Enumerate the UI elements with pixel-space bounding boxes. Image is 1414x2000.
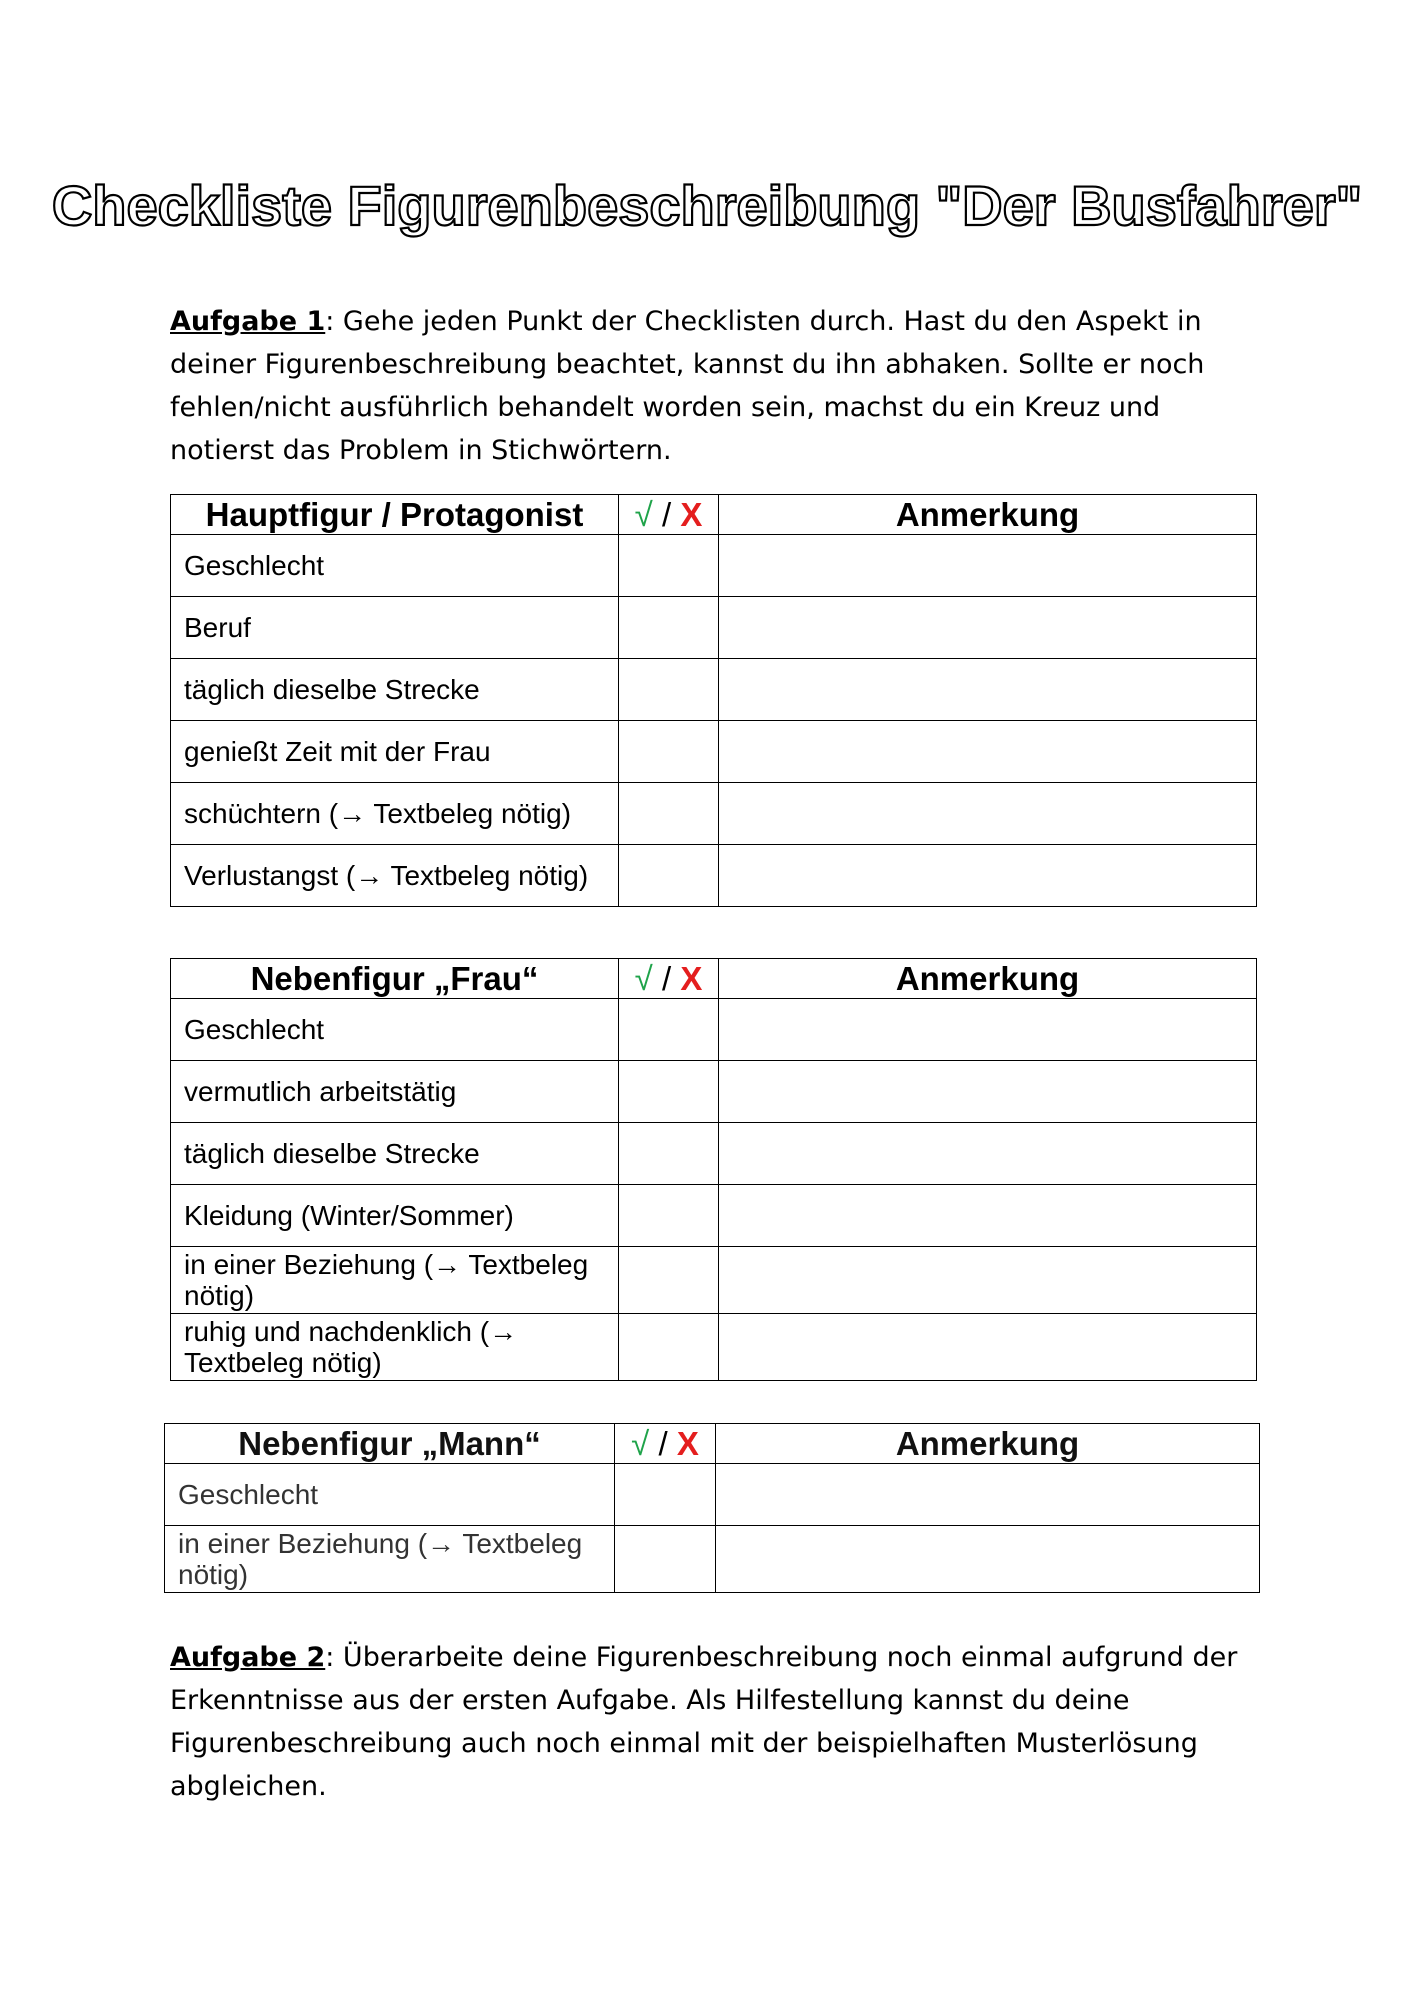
checklist-item-label: in einer Beziehung (→ Textbeleg nötig) [165,1526,615,1593]
column-header-note: Anmerkung [719,959,1257,999]
column-header-mark [619,959,719,999]
checklist-item-label: in einer Beziehung (→ Textbeleg nötig) [171,1247,619,1314]
checkmark-icon: √ [634,960,653,997]
mark-separator: / [649,1425,677,1462]
mark-cell[interactable] [619,1123,719,1185]
note-cell[interactable] [719,1123,1257,1185]
mark-cell[interactable] [619,597,719,659]
checklist-table-mann [164,1423,1260,1593]
checklist-item-label: ruhig und nachdenklich (→ Textbeleg nötig) [171,1314,619,1381]
mark-separator: / [652,960,681,997]
mark-cell[interactable] [615,1464,716,1526]
table-row [171,783,1257,845]
mark-cell[interactable] [619,1314,719,1381]
table-row [171,721,1257,783]
checklist-item-label: Geschlecht [165,1464,615,1526]
checklist-item-label: genießt Zeit mit der Frau [171,721,619,783]
checklist-item-label: täglich dieselbe Strecke [171,1123,619,1185]
checklist-table-frau [170,958,1257,1381]
column-header-mark [619,495,719,535]
table-header-row [171,495,1257,535]
task-2-instruction [170,1636,1250,1808]
note-cell[interactable] [719,1247,1257,1314]
checklist-item-label: Geschlecht [171,999,619,1061]
column-header-note: Anmerkung [716,1424,1260,1464]
checklist-item-label: schüchtern (→ Textbeleg nötig) [171,783,619,845]
page-title: Checkliste Figurenbeschreibung "Der Busfahrer" [51,174,1363,237]
table-row [171,535,1257,597]
note-cell[interactable] [719,845,1257,907]
checklist-item-label: vermutlich arbeitstätig [171,1061,619,1123]
mark-cell[interactable] [619,1247,719,1314]
table-row [165,1526,1260,1593]
checklist-item-label: täglich dieselbe Strecke [171,659,619,721]
column-header-mark [615,1424,716,1464]
checklist-item-label: Verlustangst (→ Textbeleg nötig) [171,845,619,907]
mark-cell[interactable] [619,721,719,783]
task-1-text: : Gehe jeden Punkt der Checklisten durch. Hast du den Aspekt in deiner Figurenbeschreibung beachtet, kannst du ihn abhaken. Sollte er noch fehlen/nicht ausführlich behandelt worden sein, machst du ein Kreuz und notierst das Problem in Stichwörtern. [170,306,1205,466]
task-1-instruction [170,300,1250,472]
mark-cell[interactable] [619,535,719,597]
table-row [171,1314,1257,1381]
mark-cell[interactable] [619,845,719,907]
table-row [171,659,1257,721]
note-cell[interactable] [716,1464,1260,1526]
table-header-row [171,959,1257,999]
checklist-item-label: Beruf [171,597,619,659]
table-row [171,1061,1257,1123]
cross-icon: X [680,496,703,533]
mark-cell[interactable] [619,783,719,845]
mark-cell[interactable] [619,999,719,1061]
note-cell[interactable] [719,659,1257,721]
note-cell[interactable] [719,721,1257,783]
mark-cell[interactable] [619,1061,719,1123]
task-2-label: Aufgabe 2 [170,1642,326,1673]
column-header-figure: Nebenfigur „Frau“ [171,959,619,999]
checkmark-icon: √ [631,1425,650,1462]
cross-icon: X [680,960,703,997]
checklist-item-label: Geschlecht [171,535,619,597]
column-header-figure: Nebenfigur „Mann“ [165,1424,615,1464]
table-row [171,597,1257,659]
note-cell[interactable] [716,1526,1260,1593]
table-row [171,1247,1257,1314]
checkmark-icon: √ [634,496,653,533]
checklist-table-protagonist [170,494,1257,907]
table-row [171,999,1257,1061]
table-header-row [165,1424,1260,1464]
table-row [171,845,1257,907]
task-1-label: Aufgabe 1 [170,306,326,337]
table-row [165,1464,1260,1526]
note-cell[interactable] [719,999,1257,1061]
mark-cell[interactable] [619,659,719,721]
note-cell[interactable] [719,1061,1257,1123]
mark-cell[interactable] [619,1185,719,1247]
column-header-figure: Hauptfigur / Protagonist [171,495,619,535]
table-row [171,1123,1257,1185]
note-cell[interactable] [719,783,1257,845]
note-cell[interactable] [719,597,1257,659]
mark-separator: / [652,496,681,533]
cross-icon: X [676,1425,699,1462]
mark-cell[interactable] [615,1526,716,1593]
column-header-note: Anmerkung [719,495,1257,535]
checklist-item-label: Kleidung (Winter/Sommer) [171,1185,619,1247]
task-2-text: : Überarbeite deine Figurenbeschreibung noch einmal aufgrund der Erkenntnisse aus der ersten Aufgabe. Als Hilfestellung kannst du deine Figurenbeschreibung auch noch einmal mit der beispielhaften Musterlösung abgleichen. [170,1642,1238,1802]
note-cell[interactable] [719,1185,1257,1247]
note-cell[interactable] [719,1314,1257,1381]
note-cell[interactable] [719,535,1257,597]
table-row [171,1185,1257,1247]
